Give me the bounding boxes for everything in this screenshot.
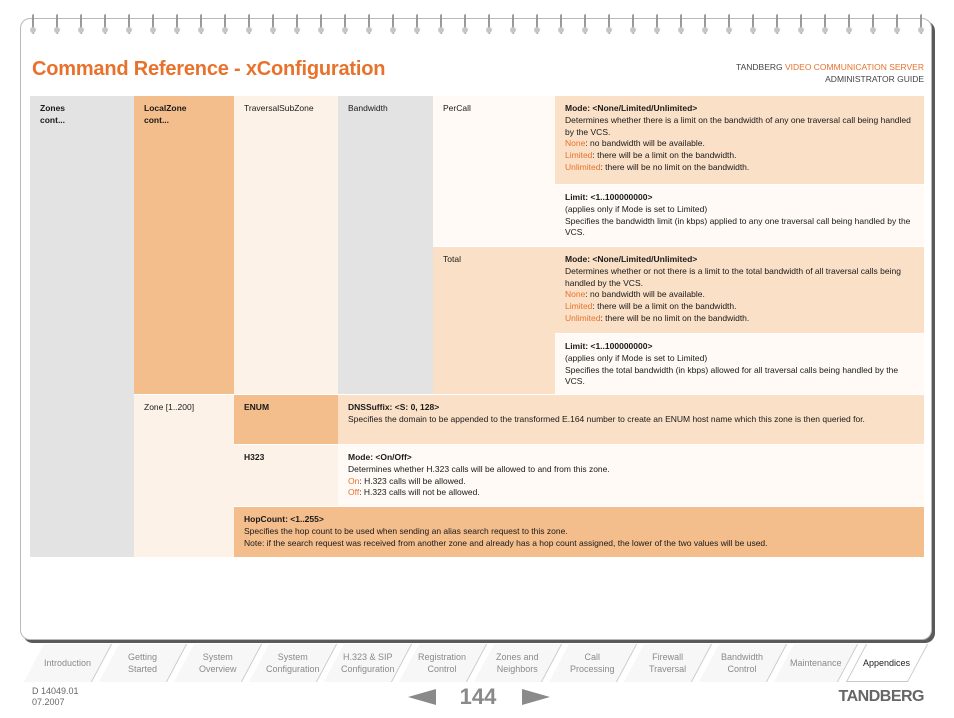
hopcount-line2: Note: if the search request was received from another zone and already has a hop count assigned, the lower of the two values will be used. xyxy=(244,537,768,548)
percall-limited-text: : there will be a limit on the bandwidth. xyxy=(592,150,737,161)
tab-system-configuration-label: System Configuration xyxy=(265,652,320,674)
pager xyxy=(408,686,550,708)
total-none-text: : no bandwidth will be available. xyxy=(585,289,705,300)
percall-limited-key: Limited xyxy=(565,150,593,161)
percall-mode-desc xyxy=(555,96,924,185)
tab-system-overview[interactable] xyxy=(174,644,262,682)
percall-mode-head: Mode: <None/Limited/Unlimited> xyxy=(565,103,698,113)
tab-zones-neighbors[interactable] xyxy=(474,644,562,682)
total-mode-desc xyxy=(555,247,924,334)
percall-unlimited-line xyxy=(565,162,914,174)
cell-total: Total xyxy=(433,247,555,395)
percall-none-key: None xyxy=(565,138,586,149)
total-mode-text: Determines whether or not there is a limit to the total bandwidth of all traversal calls being handled by the VCS. xyxy=(565,265,901,288)
tab-appendices-label: Appendices xyxy=(863,657,911,668)
cell-zone-range: Zone [1..200] xyxy=(134,395,234,558)
tab-bandwidth-control[interactable] xyxy=(699,644,787,682)
prev-page-icon[interactable] xyxy=(408,689,436,705)
total-unlimited-text: : there will be no limit on the bandwidth. xyxy=(600,312,750,323)
brand-guide: ADMINISTRATOR GUIDE xyxy=(825,74,924,84)
h323-on-line xyxy=(348,476,914,488)
tab-system-overview-label: System Overview xyxy=(198,652,237,674)
cell-h323: H323 xyxy=(234,445,338,507)
doc-date: 07.2007 xyxy=(32,697,65,707)
h323-off-text: : H.323 calls will not be allowed. xyxy=(359,487,480,498)
percall-limit-desc xyxy=(555,185,924,247)
total-limit-head: Limit: <1..100000000> xyxy=(565,341,653,351)
tab-call-processing[interactable] xyxy=(549,644,637,682)
tab-firewall-traversal-label: Firewall Traversal xyxy=(648,652,687,674)
hopcount-line1: Specifies the hop count to be used when sending an alias search request to this zone. xyxy=(244,525,568,536)
h323-desc xyxy=(338,445,924,507)
hopcount-head: HopCount: <1..255> xyxy=(244,514,324,524)
tab-call-processing-label: Call Processing xyxy=(570,652,615,674)
cell-zones: Zones cont... xyxy=(30,96,134,558)
tab-introduction-label: Introduction xyxy=(43,658,92,668)
h323-head: Mode: <On/Off> xyxy=(348,452,412,462)
total-limited-text: : there will be a limit on the bandwidth. xyxy=(592,301,737,312)
h323-off-line xyxy=(348,487,914,499)
total-limited-key: Limited xyxy=(565,301,593,312)
total-mode-head: Mode: <None/Limited/Unlimited> xyxy=(565,254,698,264)
doc-info xyxy=(32,686,79,708)
percall-none-text: : no bandwidth will be available. xyxy=(585,138,705,149)
config-table xyxy=(30,96,924,558)
h323-on-text: : H.323 calls will be allowed. xyxy=(359,475,466,486)
hopcount-desc xyxy=(234,507,924,558)
tab-bandwidth-control-label: Bandwidth Control xyxy=(721,652,764,674)
tab-getting-started[interactable] xyxy=(99,644,187,682)
tab-h323-sip[interactable] xyxy=(324,644,412,682)
percall-unlimited-key: Unlimited xyxy=(565,161,601,172)
tab-maintenance-label: Maintenance xyxy=(789,658,842,668)
tab-registration-control[interactable] xyxy=(399,644,487,682)
brand-product: VIDEO COMMUNICATION SERVER xyxy=(784,62,924,72)
cell-bandwidth: Bandwidth xyxy=(338,96,433,395)
enum-desc xyxy=(338,395,924,445)
percall-limit-line2: Specifies the bandwidth limit (in kbps) applied to any one traversal call being handled by the VCS. xyxy=(565,215,911,238)
tab-getting-started-label: Getting Started xyxy=(127,652,158,674)
percall-limit-line1: (applies only if Mode is set to Limited) xyxy=(565,203,708,214)
total-unlimited-key: Unlimited xyxy=(565,312,601,323)
percall-limit-head: Limit: <1..100000000> xyxy=(565,192,653,202)
tab-h323-sip-label: H.323 & SIP Configuration xyxy=(340,652,395,674)
brand-prefix: TANDBERG xyxy=(736,62,785,72)
total-limit-desc xyxy=(555,334,924,395)
percall-unlimited-text: : there will be no limit on the bandwidth. xyxy=(600,161,750,172)
page-title: Command Reference - xConfiguration xyxy=(32,58,386,80)
cell-traversalsubzone: TraversalSubZone xyxy=(234,96,338,395)
percall-mode-text: Determines whether there is a limit on the bandwidth of any one traversal call being handled by the VCS. xyxy=(565,114,911,137)
cell-percall: PerCall xyxy=(433,96,555,247)
total-limit-line1: (applies only if Mode is set to Limited) xyxy=(565,352,708,363)
h323-on-key: On xyxy=(348,475,360,486)
section-tabs xyxy=(30,644,924,684)
cell-localzone: LocalZone cont... xyxy=(134,96,234,395)
cell-enum: ENUM xyxy=(234,395,338,445)
brand-header xyxy=(736,61,924,85)
h323-off-key: Off xyxy=(348,487,360,498)
tab-introduction[interactable] xyxy=(24,644,112,682)
enum-text: Specifies the domain to be appended to the transformed E.164 number to create an ENUM host name which this zone is then queried for. xyxy=(348,413,865,424)
percall-limited-line xyxy=(565,150,914,162)
page-number: 144 xyxy=(459,684,497,709)
total-limit-line2: Specifies the total bandwidth (in kbps) allowed for all traversal calls being handled by the VCS. xyxy=(565,364,899,387)
tab-system-configuration[interactable] xyxy=(249,644,337,682)
tab-zones-neighbors-label: Zones and Neighbors xyxy=(496,652,539,674)
total-limited-line xyxy=(565,301,914,313)
total-unlimited-line xyxy=(565,313,914,325)
binder-rings xyxy=(32,14,924,34)
tab-maintenance[interactable] xyxy=(774,644,858,682)
percall-none-line xyxy=(565,138,914,150)
tab-appendices[interactable] xyxy=(846,644,928,682)
total-none-line xyxy=(565,289,914,301)
next-page-icon[interactable] xyxy=(522,689,550,705)
h323-text: Determines whether H.323 calls will be allowed to and from this zone. xyxy=(348,463,610,474)
tab-registration-control-label: Registration Control xyxy=(418,652,467,674)
total-none-key: None xyxy=(565,289,586,300)
enum-head: DNSSuffix: <S: 0, 128> xyxy=(348,402,440,412)
doc-id: D 14049.01 xyxy=(32,686,79,696)
tab-firewall-traversal[interactable] xyxy=(624,644,712,682)
tandberg-logo: TANDBERG xyxy=(838,688,924,705)
